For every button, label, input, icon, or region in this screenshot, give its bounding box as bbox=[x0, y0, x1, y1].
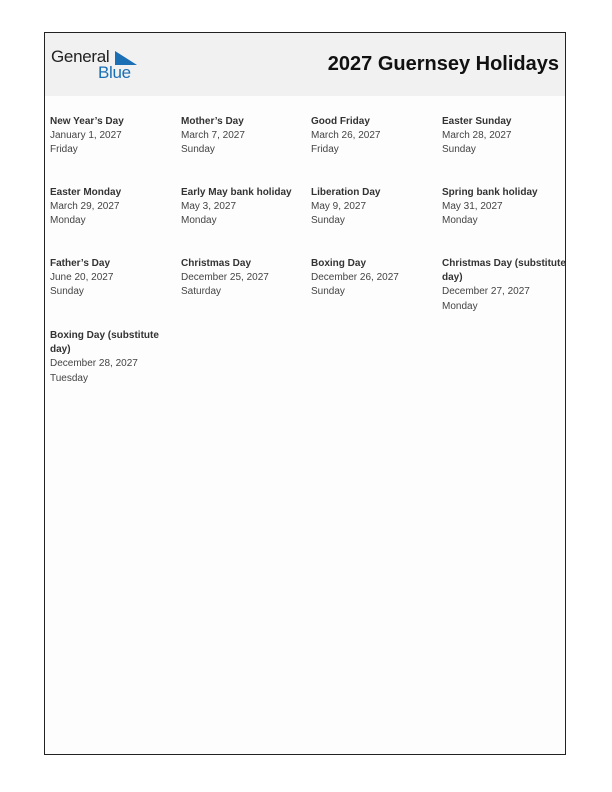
holiday-row bbox=[50, 257, 570, 329]
holiday-date: March 7, 2027 bbox=[181, 130, 245, 142]
holiday-row bbox=[50, 329, 570, 400]
holiday-name: Boxing Day (substitute day) bbox=[50, 330, 159, 356]
holiday-item bbox=[181, 115, 307, 158]
holiday-name: Good Friday bbox=[311, 116, 370, 127]
holiday-name: Spring bank holiday bbox=[442, 187, 538, 198]
holiday-weekday: Sunday bbox=[311, 215, 345, 227]
holiday-weekday: Friday bbox=[50, 144, 78, 156]
holiday-item bbox=[311, 257, 437, 300]
holiday-date: December 27, 2027 bbox=[442, 286, 530, 298]
holiday-item bbox=[50, 115, 176, 158]
holiday-grid bbox=[50, 115, 570, 400]
holiday-weekday: Sunday bbox=[50, 286, 84, 298]
holiday-name: Easter Monday bbox=[50, 187, 122, 198]
holiday-weekday: Tuesday bbox=[50, 372, 88, 384]
holiday-item bbox=[442, 257, 568, 314]
holiday-item bbox=[311, 186, 437, 229]
holiday-weekday: Friday bbox=[311, 144, 339, 156]
holiday-item bbox=[311, 115, 437, 158]
holiday-weekday: Monday bbox=[50, 215, 86, 227]
holiday-date: June 20, 2027 bbox=[50, 272, 114, 284]
holiday-weekday: Sunday bbox=[311, 286, 345, 298]
holiday-name: Christmas Day (substitute day) bbox=[442, 258, 566, 284]
holiday-item bbox=[181, 257, 307, 300]
holiday-date: December 25, 2027 bbox=[181, 272, 269, 284]
generalblue-logo bbox=[51, 47, 141, 83]
holiday-weekday: Monday bbox=[181, 215, 217, 227]
holiday-item bbox=[50, 186, 176, 229]
holiday-weekday: Sunday bbox=[442, 144, 476, 156]
calendar-page bbox=[44, 32, 566, 755]
holiday-name: Easter Sunday bbox=[442, 116, 512, 127]
logo-general-text: General bbox=[51, 47, 110, 66]
holiday-item bbox=[442, 186, 568, 229]
holiday-name: Christmas Day bbox=[181, 258, 252, 269]
holiday-item bbox=[50, 257, 176, 300]
holiday-date: March 28, 2027 bbox=[442, 130, 512, 142]
holiday-date: December 26, 2027 bbox=[311, 272, 399, 284]
holiday-weekday: Monday bbox=[442, 215, 478, 227]
holiday-date: December 28, 2027 bbox=[50, 358, 138, 370]
holiday-date: May 31, 2027 bbox=[442, 201, 503, 213]
holiday-name: New Year’s Day bbox=[50, 116, 124, 127]
holiday-date: May 3, 2027 bbox=[181, 201, 237, 213]
holiday-weekday: Saturday bbox=[181, 286, 222, 298]
holiday-date: March 29, 2027 bbox=[50, 201, 120, 213]
holiday-name: Boxing Day bbox=[311, 258, 367, 269]
holiday-item bbox=[50, 329, 176, 386]
holiday-date: May 9, 2027 bbox=[311, 201, 367, 213]
holiday-item bbox=[181, 186, 307, 229]
page-header bbox=[45, 33, 565, 96]
holiday-name: Early May bank holiday bbox=[181, 187, 292, 198]
holiday-name: Father’s Day bbox=[50, 258, 111, 269]
holiday-name: Liberation Day bbox=[311, 187, 381, 198]
holiday-weekday: Sunday bbox=[181, 144, 215, 156]
page-title: 2027 Guernsey Holidays bbox=[327, 53, 559, 75]
holiday-item bbox=[442, 115, 568, 158]
holiday-row bbox=[50, 115, 570, 186]
logo-blue-text: Blue bbox=[98, 63, 131, 82]
holiday-row bbox=[50, 186, 570, 257]
holiday-date: January 1, 2027 bbox=[50, 130, 122, 142]
holiday-name: Mother’s Day bbox=[181, 116, 244, 127]
holiday-date: March 26, 2027 bbox=[311, 130, 381, 142]
holiday-weekday: Monday bbox=[442, 300, 478, 312]
